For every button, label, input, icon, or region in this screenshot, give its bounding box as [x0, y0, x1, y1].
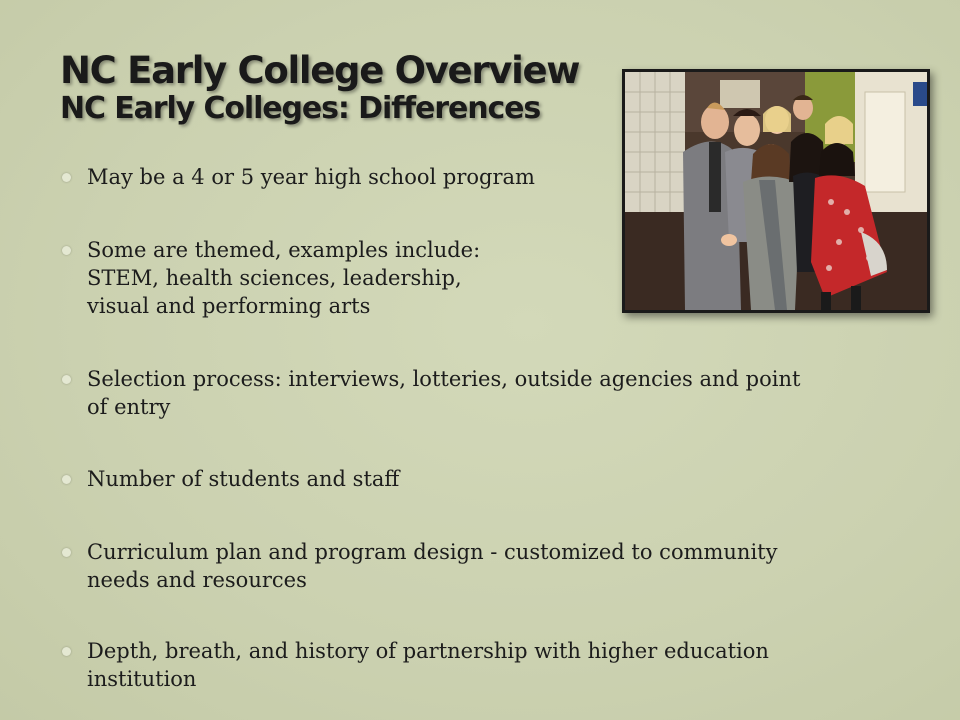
bullet-icon — [62, 246, 71, 255]
bullet-icon — [62, 475, 71, 484]
bullet-icon — [62, 375, 71, 384]
list-item — [62, 163, 535, 191]
bullet-icon — [62, 647, 71, 656]
list-item-text: Some are themed, examples include: STEM, health sciences, leadership, visual and performing arts — [87, 238, 481, 318]
list-item-text: Curriculum plan and program design - customized to community needs and resources — [87, 540, 778, 592]
bullet-icon — [62, 548, 71, 557]
list-item-text: May be a 4 or 5 year high school program — [87, 165, 535, 189]
slide-title: NC Early College Overview — [60, 49, 580, 92]
list-item-text: Number of students and staff — [87, 467, 400, 491]
list-item-text: Depth, breath, and history of partnership with higher education institution — [87, 639, 769, 691]
list-item — [62, 637, 769, 693]
title-block — [60, 50, 620, 126]
list-item — [62, 365, 800, 421]
list-item — [62, 465, 399, 493]
slide-subtitle: NC Early Colleges: Differences — [60, 91, 541, 126]
list-item — [62, 236, 480, 320]
list-item — [62, 538, 777, 594]
list-item-text: Selection process: interviews, lotteries, outside agencies and point of entry — [87, 367, 801, 419]
bullet-icon — [62, 173, 71, 182]
group-photo-image — [625, 72, 927, 310]
group-photo — [622, 69, 930, 313]
